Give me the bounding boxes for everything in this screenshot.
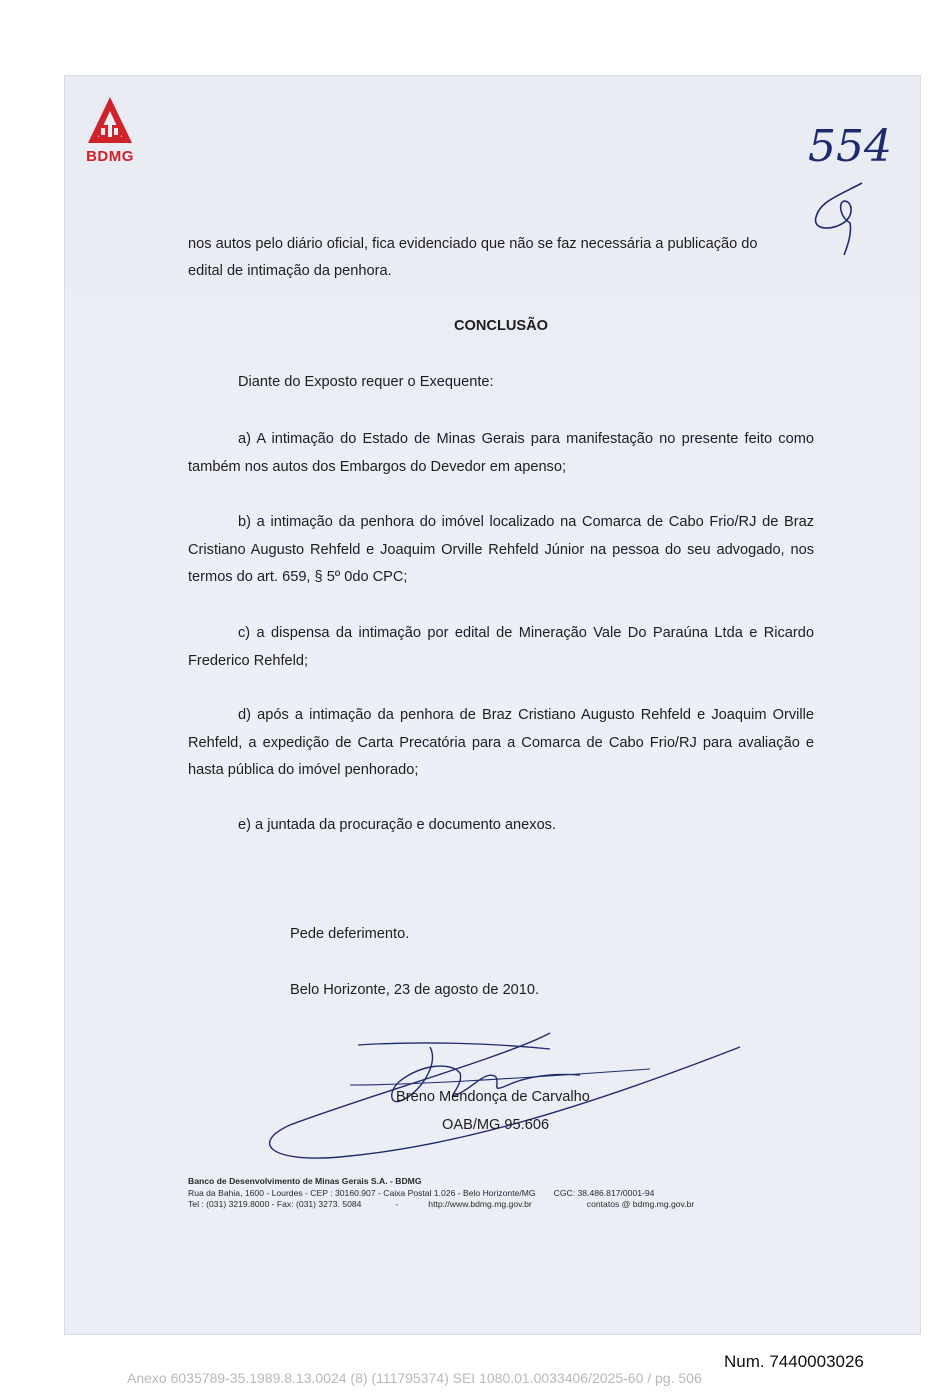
annex-line: Anexo 6035789-35.1989.8.13.0024 (8) (111795374) SEI 1080.01.0033406/2025-60 / pg. 506 xyxy=(127,1370,702,1386)
footer-email: contatos @ bdmg.mg.gov.br xyxy=(586,1199,695,1209)
section-title: CONCLUSÃO xyxy=(453,318,549,334)
request-e: e) a juntada da procuração e documento anexos. xyxy=(238,817,557,833)
handwritten-page-number xyxy=(800,105,910,265)
signatory-name: Breno Mendonça de Carvalho xyxy=(396,1089,590,1105)
logo-text: BDMG xyxy=(86,148,134,165)
closing-text: Pede deferimento. xyxy=(290,926,410,942)
letterhead-footer xyxy=(188,1176,828,1211)
svg-text:554: 554 xyxy=(808,121,892,172)
signatory-registration: OAB/MG 95.606 xyxy=(442,1117,550,1133)
request-d: d) após a intimação da penhora de Braz Cristiano Augusto Rehfeld e Joaquim Orville Rehfeld, a expedição de Carta Precatória para a Comarca de Cabo Frio/RJ para avaliação e hasta pública do imóvel penhorado; xyxy=(188,707,814,778)
place-date: Belo Horizonte, 23 de agosto de 2010. xyxy=(290,982,540,998)
footer-website: http://www.bdmg.mg.gov.br xyxy=(428,1199,532,1209)
footer-address-row xyxy=(188,1188,828,1200)
document-number: Num. 7440003026 xyxy=(724,1352,864,1371)
footer-phone: Tel : (031) 3219.8000 - Fax: (031) 3273. 5084 xyxy=(188,1199,362,1209)
footer-contact-row: Tel : (031) 3219.8000 - Fax: (031) 3273. 5084 - http://www.bdmg.mg.gov.br contatos @ bdmg.mg.gov.br xyxy=(188,1199,695,1209)
request-a: a) A intimação do Estado de Minas Gerais para manifestação no presente feito como também nos autos dos Embargos do Devedor em apenso; xyxy=(188,431,814,475)
footer-cgc: CGC: 38.486.817/0001-94 xyxy=(553,1187,655,1198)
footer-address: Rua da Bahia, 1600 - Lourdes - CEP : 30160.907 - Caixa Postal 1.026 - Belo Horizonte/MG xyxy=(188,1187,536,1198)
request-c: c) a dispensa da intimação por edital de Mineração Vale Do Paraúna Ltda e Ricardo Frederico Rehfeld; xyxy=(188,625,814,669)
intro-line-1: nos autos pelo diário oficial, fica evidenciado que não se faz necessária a publicação do xyxy=(188,236,758,252)
intro-line-2: edital de intimação da penhora. xyxy=(188,263,392,279)
lead-text: Diante do Exposto requer o Exequente: xyxy=(238,374,494,390)
footer-company: Banco de Desenvolvimento de Minas Gerais S.A. - BDMG xyxy=(188,1176,422,1186)
request-b: b) a intimação da penhora do imóvel localizado na Comarca de Cabo Frio/RJ de Braz Cristiano Augusto Rehfeld e Joaquim Orville Rehfeld Júnior na pessoa do seu advogado, nos termos do art. 659, § 5º 0do CPC; xyxy=(188,514,814,585)
